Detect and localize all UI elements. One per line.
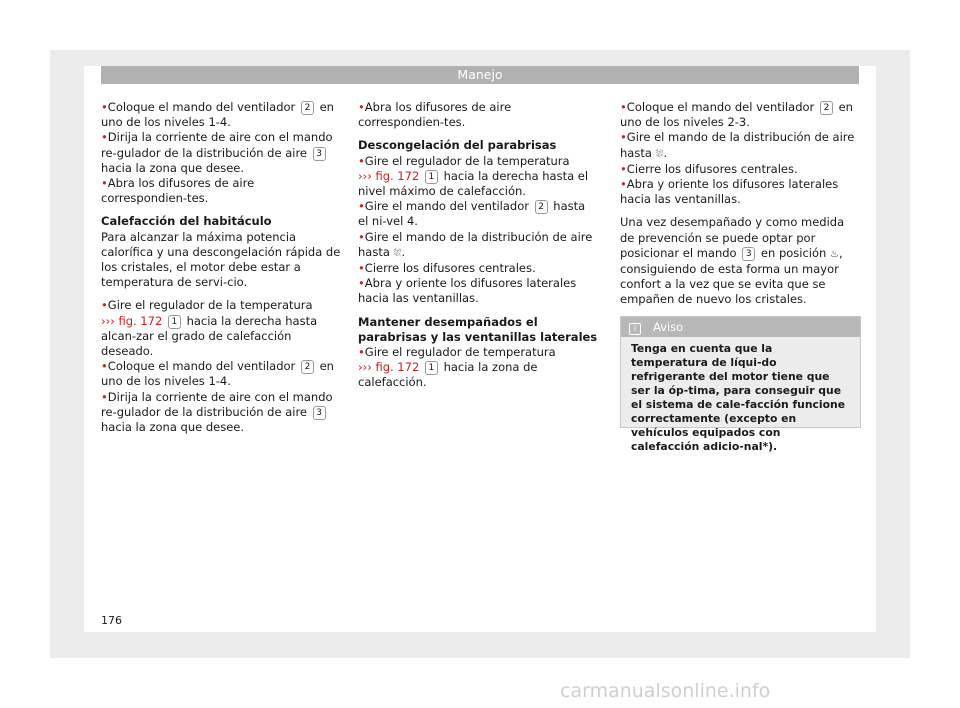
list-item: • Gire el mando de la distribución de aire hasta ⛆. [620,130,860,161]
list-item: • Gire el regulador de temperatura ››› fig. 172 1 hacia la zona de calefacción. [358,345,598,391]
list-item: • Gire el mando del ventilador 2 hasta el ni-vel 4. [358,199,598,229]
callout-number: 1 [425,170,438,184]
column-1 [101,100,341,435]
info-icon: i [629,323,641,335]
paragraph: Para alcanzar la máxima potencia calorífica y una descongelación rápida de los cristales, el motor debe estar a temperatura de servi-cio. [101,229,341,290]
list-item: • Abra los difusores de aire correspondien-tes. [101,176,341,206]
notice-header [621,317,860,337]
figure-link[interactable]: ››› fig. 172 [358,360,420,375]
air-distribution-icon: ♨ [829,248,839,260]
list-item: • Abra y oriente los difusores laterales hacia las ventanillas. [620,177,860,207]
section-heading: Mantener desempañados el parabrisas y las ventanillas laterales [358,314,598,344]
page-number: 176 [101,614,122,627]
list-item: • Cierre los difusores centrales. [358,261,598,276]
callout-number: 1 [425,361,438,375]
list-item: • Abra y oriente los difusores laterales hacia las ventanillas. [358,276,598,306]
callout-number: 2 [301,360,314,374]
chapter-header: Manejo [101,66,859,84]
list-item: • Gire el regulador de la temperatura ››› fig. 172 1 hacia la derecha hasta alcan-zar el grado de calefacción deseado. [101,298,341,359]
list-item: • Coloque el mando del ventilador 2 en uno de los niveles 1-4. [101,100,341,130]
callout-number: 3 [313,147,326,161]
figure-link[interactable]: ››› fig. 172 [358,168,420,183]
list-item: • Gire el regulador de la temperatura ››› fig. 172 1 hacia la derecha hasta el nivel máximo de calefacción. [358,154,598,200]
windshield-defrost-icon: ⛆ [655,148,664,160]
list-item: • Coloque el mando del ventilador 2 en uno de los niveles 2-3. [620,100,860,130]
list-item: • Gire el mando de la distribución de aire hasta ⛆. [358,230,598,261]
paragraph: Una vez desempañado y como medida de prevención se puede optar por posicionar el mando 3 en posición ♨, consiguiendo de esta forma un mayor confort a la vez que se evita que se empañen de nuevo los cristales. [620,215,845,307]
list-item: • Dirija la corriente de aire con el mando re-gulador de la distribución de aire 3 hacia la zona que desee. [101,390,341,436]
column-3 [620,100,860,308]
callout-number: 1 [168,315,181,329]
section-heading: Calefacción del habitáculo [101,214,272,229]
callout-number: 2 [820,101,833,115]
list-item: • Abra los difusores de aire correspondien-tes. [358,100,598,130]
watermark: carmanualsonline.info [560,680,771,702]
windshield-defrost-icon: ⛆ [393,247,402,259]
notice-text: Tenga en cuenta que la temperatura de líqui-do refrigerante del motor tiene que ser la óp-tima, para conseguir que el sistema de cale-facción funcione correctamente (excepto en vehículos equipados con calefacción adicio-nal*). [631,342,846,453]
callout-number: 3 [742,247,755,261]
notice-box [620,316,861,453]
list-item: • Coloque el mando del ventilador 2 en uno de los niveles 1-4. [101,359,341,389]
list-item: • Cierre los difusores centrales. [620,162,860,177]
callout-number: 2 [301,101,314,115]
section-heading: Descongelación del parabrisas [358,138,557,153]
callout-number: 3 [313,406,326,420]
callout-number: 2 [535,200,548,214]
list-item: • Dirija la corriente de aire con el mando re-gulador de la distribución de aire 3 hacia la zona que desee. [101,130,341,176]
column-2 [358,100,598,391]
figure-link[interactable]: ››› fig. 172 [101,313,163,328]
notice-title: Aviso [653,320,684,334]
